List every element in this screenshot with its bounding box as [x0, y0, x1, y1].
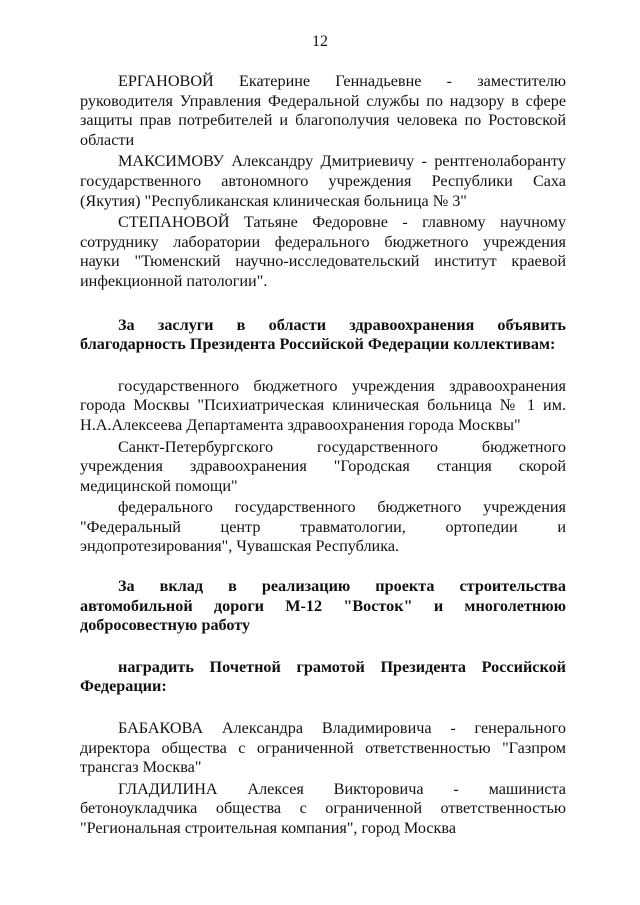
heading-gratitude: За заслуги в области здравоохранения объявить благодарность Президента Российской Федерации коллективам: [80, 315, 566, 354]
paragraph-hospital-moscow: государственного бюджетного учреждения здравоохранения города Москвы "Психиатрическая клиническая больница № 1 им. Н.А.Алексеева Департамента здравоохранения города Москвы" [80, 376, 566, 434]
paragraph-babakov: БАБАКОВА Александра Владимировича - генерального директора общества с ограниченной ответственностью "Газпром трансгаз Москва" [80, 719, 566, 777]
page-number: 12 [312, 33, 328, 50]
heading-m12: За вклад в реализацию проекта строительства автомобильной дороги М-12 "Восток" и многолетнюю добросовестную работу [80, 577, 566, 635]
paragraph-spb-ambulance: Санкт-Петербургского государственного бюджетного учреждения здравоохранения "Городская станция скорой медицинской помощи" [80, 437, 566, 495]
paragraph-erganova: ЕРГАНОВОЙ Екатерине Геннадьевне - заместителю руководителя Управления Федеральной службы по надзору в сфере защиты прав потребителей и благополучия человека по Ростовской области [80, 72, 566, 149]
paragraph-maksimov: МАКСИМОВУ Александру Дмитриевичу - рентгенолаборанту государственного автономного учреждения Республики Саха (Якутия) "Республиканская клиническая больница № 3" [80, 152, 566, 210]
paragraph-gladilin: ГЛАДИЛИНА Алексея Викторовича - машиниста бетоноукладчика общества с ограниченной ответственностью "Региональная строительная компания", город Москва [80, 779, 566, 837]
paragraph-trauma-center: федерального государственного бюджетного учреждения "Федеральный центр травматологии, ортопедии и эндопротезирования", Чувашская Республика. [80, 498, 566, 556]
paragraph-stepanova: СТЕПАНОВОЙ Татьяне Федоровне - главному научному сотруднику лаборатории федерального бюджетного учреждения науки "Тюменский научно-исследовательский институт краевой инфекционной патологии". [80, 213, 566, 290]
document-body [80, 72, 566, 839]
heading-award: наградить Почетной грамотой Президента Российской Федерации: [80, 657, 566, 696]
